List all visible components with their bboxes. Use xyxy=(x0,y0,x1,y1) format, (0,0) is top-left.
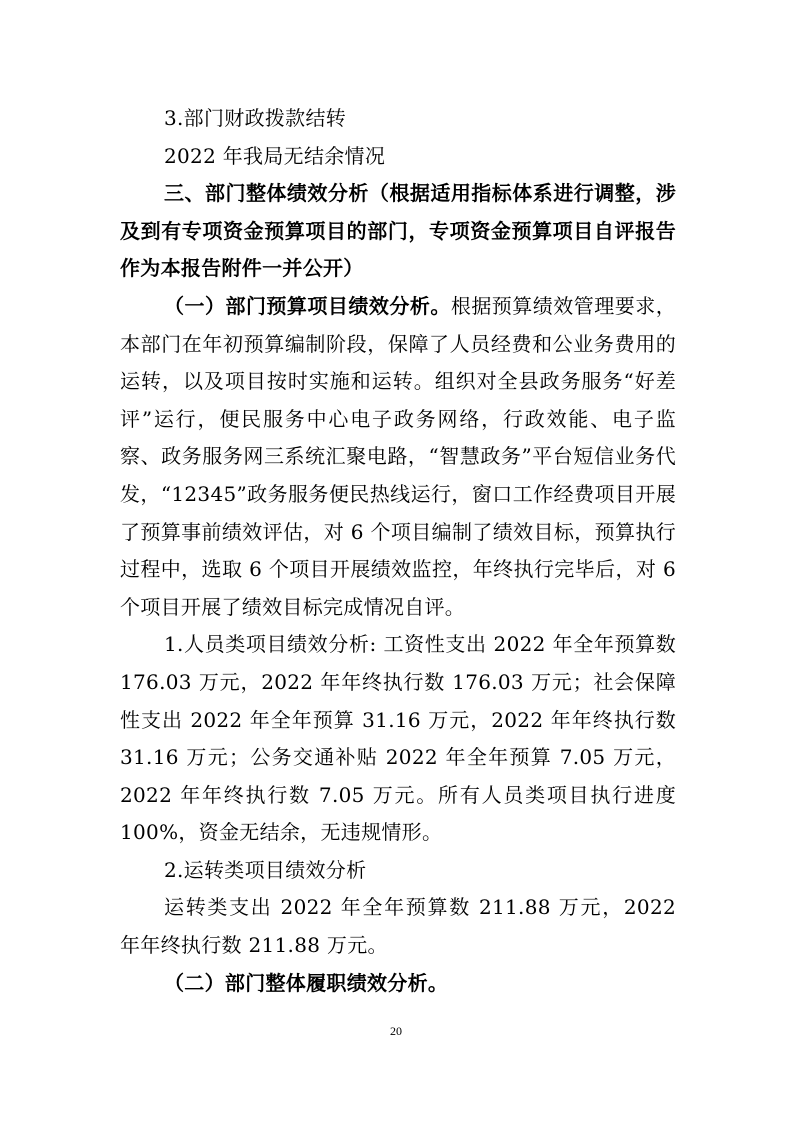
subheading-project-performance: （一）部门预算项目绩效分析。 xyxy=(164,293,451,318)
document-body xyxy=(120,100,676,1002)
page-number: 20 xyxy=(390,1024,402,1038)
section-heading-carryover-balance: 3.部门财政拨款结转 xyxy=(164,106,347,130)
subheading-operation-projects: 2.运转类项目绩效分析 xyxy=(164,857,367,882)
paragraph-project-performance-text: 根据预算绩效管理要求，本部门在年初预算编制阶段，保障了人员经费和公业务费用的运转，以及项目按时实施和运转。组织对全县政务服务“好差评”运行，便民服务中心电子政务网络，行政效能、电子监察、政务服务网三系统汇聚电路，“智慧政务”平台短信业务代发，“12345”政务服务便民热线运行，窗口工作经费项目开展了预算事前绩效评估，对 6 个项目编制了绩效目标，预算执行过程中，选取 6 个项目开展绩效监控，年终执行完毕后，对 6 个项目开展了绩效目标完成情况自评。 xyxy=(120,293,676,619)
subheading-duty-performance: （二）部门整体履职绩效分析。 xyxy=(164,970,449,995)
section-heading-overall-performance: 三、部门整体绩效分析（根据适用指标体系进行调整，涉及到有专项资金预算项目的部门，专项资金预算项目自评报告作为本报告附件一并公开） xyxy=(120,181,676,281)
paragraph-personnel-projects: 1.人员类项目绩效分析: 工资性支出 2022 年全年预算数 176.03 万元，2022 年年终执行数 176.03 万元；社会保障性支出 2022 年全年预算 31.16 万元，2022 年年终执行数 31.16 万元；公务交通补贴 2022 年全年预算 7.05 万元，2022 年年终执行数 7.05 万元。所有人员类项目执行进度 100%，资金无结余，无违规情形。 xyxy=(120,632,676,845)
paragraph-operation-projects: 运转类支出 2022 年全年预算数 211.88 万元，2022 年年终执行数 211.88 万元。 xyxy=(120,895,676,958)
paragraph-no-balance: 2022 年我局无结余情况 xyxy=(164,143,386,168)
paragraph-project-performance xyxy=(120,288,676,626)
